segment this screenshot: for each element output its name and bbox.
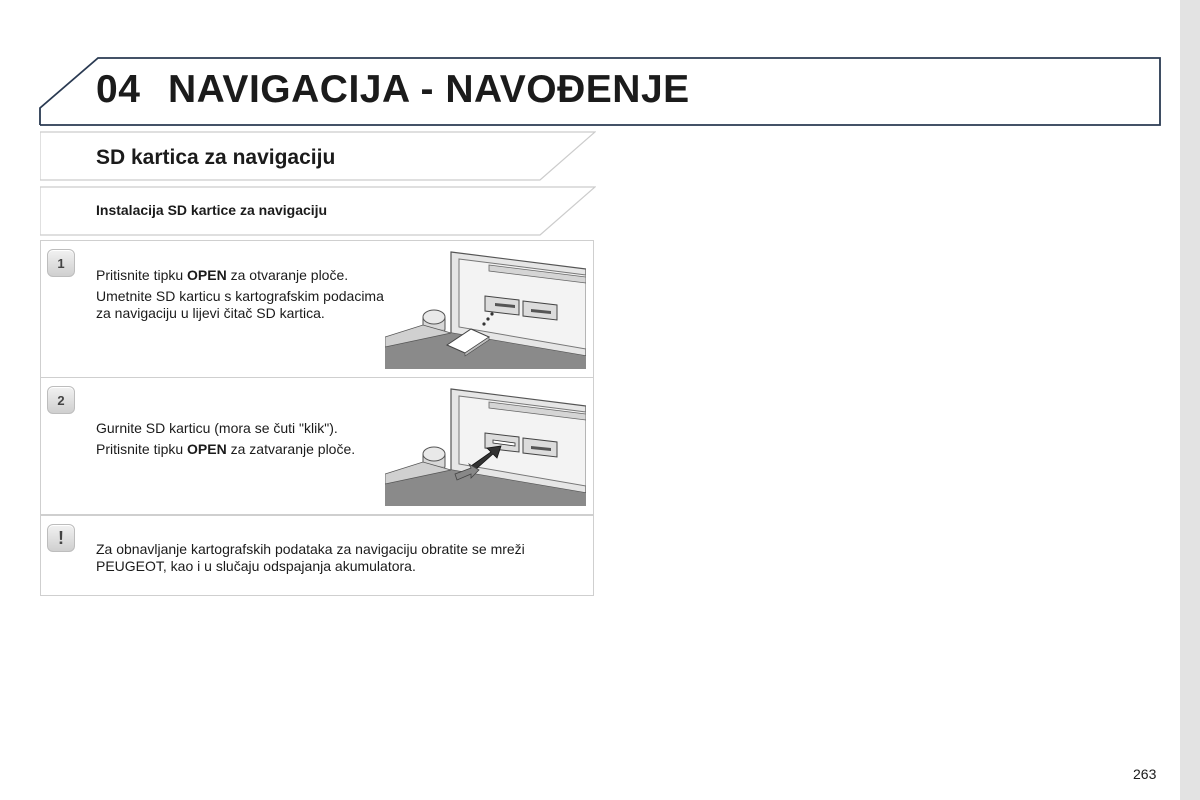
chapter-number: 04 [96, 68, 141, 111]
sd-card-insert-illustration [385, 251, 586, 369]
step-1-paragraph-1: Pritisnite tipku OPEN za otvaranje ploče. [96, 267, 349, 283]
step-number-badge: 1 [47, 249, 75, 277]
step-2-paragraph-1: Gurnite SD karticu (mora se čuti "klik"). [96, 420, 338, 436]
section-title: SD kartica za navigaciju [96, 146, 336, 169]
page-number: 263 [1133, 766, 1157, 782]
subsection-title: Instalacija SD kartice za navigaciju [96, 202, 328, 218]
sd-card-push-illustration [385, 388, 586, 506]
chapter-title: NAVIGACIJA - NAVOĐENJE [168, 68, 690, 111]
exclamation-icon: ! [47, 524, 75, 552]
step-panel-1 [40, 240, 594, 378]
note-panel [40, 515, 594, 596]
step-panel-2 [40, 377, 594, 515]
step-2-text [96, 420, 396, 458]
step-2-paragraph-2: Pritisnite tipku OPEN za zatvaranje ploče. [96, 441, 356, 457]
note-text: Za obnavljanje kartografskih podataka za navigaciju obratite se mreži PEUGEOT, kao i u slučaju odspajanja akumulatora. [96, 541, 525, 574]
step-1-text [96, 267, 386, 322]
step-number-badge: 2 [47, 386, 75, 414]
step-1-paragraph-2: Umetnite SD karticu s kartografskim podacima za navigaciju u lijevi čitač SD kartica. [96, 288, 384, 321]
